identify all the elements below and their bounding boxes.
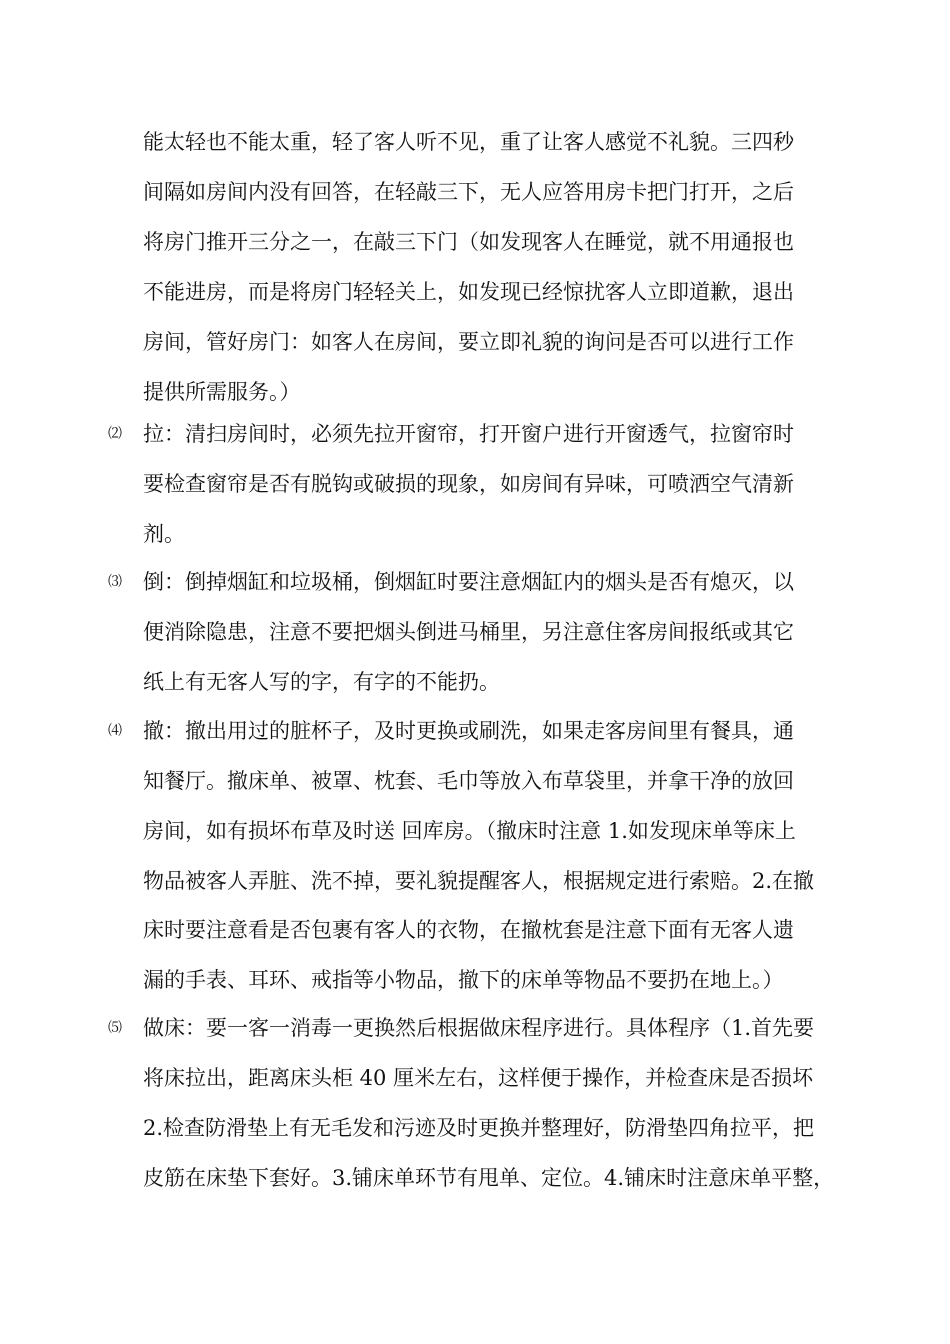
text-line: 2.检查防滑垫上有无毛发和污迹及时更换并整理好，防滑垫四角拉平，把 [143,1116,815,1140]
item-number: ⑶ [108,574,122,590]
text-line: 要检查窗帘是否有脱钩或破损的现象，如房间有异味，可喷洒空气清新 [143,472,794,496]
text-line: 知餐厅。撤床单、被罩、枕套、毛巾等放入布草袋里，并拿干净的放回 [143,769,794,793]
text-line: 剂。 [143,522,185,546]
text-line: 提供所需服务。） [143,380,301,404]
text-line: 倒：倒掉烟缸和垃圾桶，倒烟缸时要注意烟缸内的烟头是否有熄灭，以 [143,570,794,594]
text-line: 拉：清扫房间时，必须先拉开窗帘，打开窗户进行开窗透气，拉窗帘时 [143,422,794,446]
item-number: ⑷ [108,723,122,739]
text-line: 将床拉出，距离床头柜 40 厘米左右，这样便于操作，并检查床是否损坏 [143,1066,814,1090]
text-line: 间隔如房间内没有回答，在轻敲三下，无人应答用房卡把门打开，之后 [143,180,794,204]
text-line: 将房门推开三分之一，在敲三下门（如发现客人在睡觉，就不用通报也 [143,230,794,254]
text-line: 房间，如有损坏布草及时送 回库房。（撤床时注意 1.如发现床单等床上 [143,819,796,843]
text-line: 纸上有无客人写的字，有字的不能扔。 [143,670,500,694]
text-line: 便消除隐患，注意不要把烟头倒进马桶里，另注意住客房间报纸或其它 [143,620,794,644]
text-line: 房间，管好房门：如客人在房间，要立即礼貌的询问是否可以进行工作 [143,330,794,354]
item-number: ⑵ [108,426,122,442]
text-line: 能太轻也不能太重，轻了客人听不见，重了让客人感觉不礼貌。三四秒 [143,130,794,154]
text-line: 物品被客人弄脏、洗不掉，要礼貌提醒客人，根据规定进行索赔。2.在撤 [143,869,815,893]
item-number: ⑸ [108,1020,122,1036]
text-line: 不能进房，而是将房门轻轻关上，如发现已经惊扰客人立即道歉，退出 [143,280,794,304]
text-line: 做床：要一客一消毒一更换然后根据做床程序进行。具体程序（1.首先要 [143,1016,815,1040]
text-line: 皮筋在床垫下套好。3.铺床单环节有甩单、定位。4.铺床时注意床单平整， [143,1166,835,1190]
text-line: 撤：撤出用过的脏杯子，及时更换或刷洗，如果走客房间里有餐具，通 [143,719,794,743]
text-line: 床时要注意看是否包裹有客人的衣物，在撤枕套是注意下面有无客人遗 [143,918,794,942]
text-line: 漏的手表、耳环、戒指等小物品，撤下的床单等物品不要扔在地上。） [143,968,784,992]
